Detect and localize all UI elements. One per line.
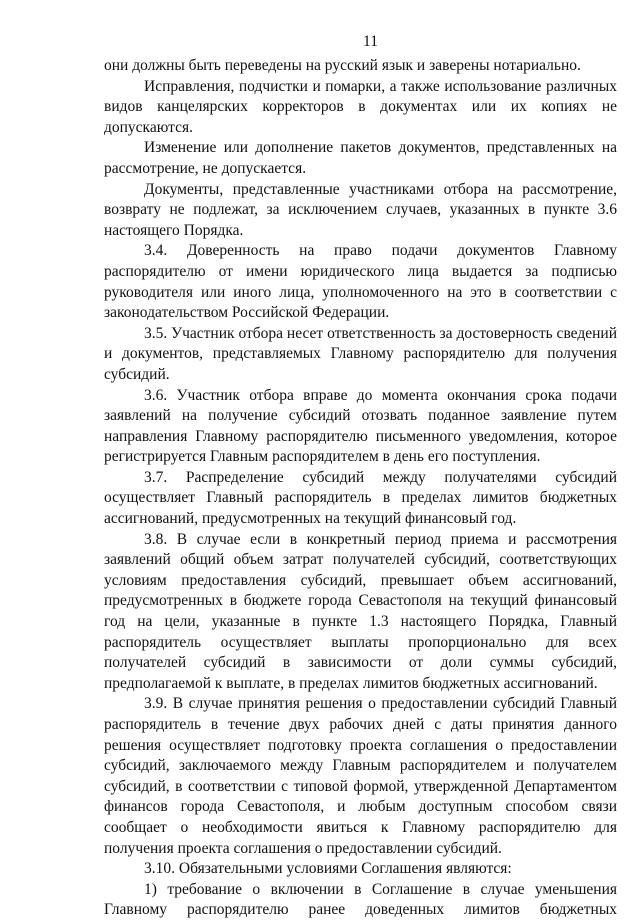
paragraph-3-5: 3.5. Участник отбора несет ответственность за достоверность сведений и документов, представляемых Главному распорядителю для получения субсидий. bbox=[104, 324, 617, 383]
paragraph-3-4: 3.4. Доверенность на право подачи документов Главному распорядителю от имени юридического лица выдается за подписью руководителя или иного лица, уполномоченного на это в соответствии с законодательством Российской Федерации. bbox=[104, 242, 617, 322]
paragraph-documents-return: Документы, представленные участниками отбора на рассмотрение, возврату не подлежат, за исключением случаев, указанных в пункте 3.6 настоящего Порядка. bbox=[104, 180, 617, 239]
paragraph-continuation: они должны быть переведены на русский язык и заверены нотариально. bbox=[104, 57, 581, 74]
paragraph-3-10: 3.10. Обязательными условиями Соглашения являются: bbox=[144, 860, 512, 878]
paragraph-package-changes: Изменение или дополнение пакетов документов, представленных на рассмотрение, не допускается. bbox=[104, 139, 617, 177]
paragraph-3-6: 3.6. Участник отбора вправе до момента окончания срока подачи заявлений на получение субсидий отозвать поданное заявление путем направления Главному распорядителю письменного уведомления, которое регистрируется Главным распорядителем в день его поступления. bbox=[104, 386, 617, 466]
paragraph-3-7: 3.7. Распределение субсидий между получателями субсидий осуществляет Главный распорядитель в пределах лимитов бюджетных ассигнований, предусмотренных на текущий финансовый год. bbox=[104, 468, 617, 528]
paragraph-condition-1: 1) требование о включении в Соглашение в случае уменьшения Главному распорядителю ранее доведенных лимитов бюджетных bbox=[104, 880, 617, 919]
paragraph-corrections: Исправления, подчистки и помарки, а также использование различных видов канцелярских корректоров в документах или их копиях не допускаются. bbox=[104, 77, 617, 136]
document-body bbox=[104, 56, 617, 921]
paragraph-3-9: 3.9. В случае принятия решения о предоставлении субсидий Главный распорядитель в течение двух рабочих дней с даты принятия данного решения осуществляет подготовку проекта соглашения о предоставлении субсидий, заключаемого между Главным распорядителем и получателем субсидий, в соответствии с типовой формой, утвержденной Департаментом финансов города Севастополя, и любым доступным способом связи сообщает о необходимости явиться к Главному распорядителю для получения проекта соглашения о предоставлении субсидий. bbox=[104, 695, 617, 857]
paragraph-3-8: 3.8. В случае если в конкретный период приема и рассмотрения заявлений общий объем затрат получателей субсидий, соответствующих условиям предоставления субсидий, превышает объем ассигнований, предусмотренных в бюджете города Севастополя на текущий финансовый год на цели, указанные в пункте 1.3 настоящего Порядка, Главный распорядитель осуществляет выплаты пропорционально для всех получателей субсидий в зависимости от доли суммы субсидий, предполагаемой к выплате, в пределах лимитов бюджетных ассигнований. bbox=[104, 530, 617, 692]
page-number: 11 bbox=[363, 33, 378, 50]
